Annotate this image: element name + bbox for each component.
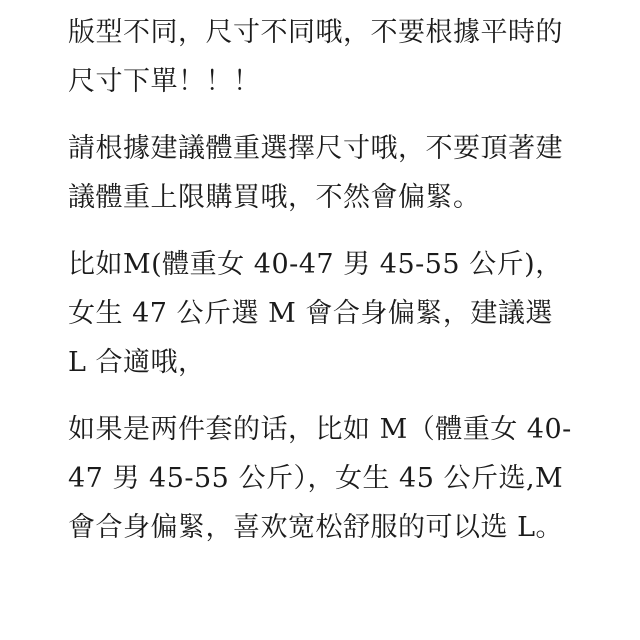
paragraph-size-example-m: 比如M(體重女 40-47 男 45-55 公斤)，女生 47 公斤選 M 會合身偏緊，建議選 L 合適哦， bbox=[68, 249, 563, 378]
paragraph-two-piece-set-example: 如果是两件套的话，比如 M（體重女 40-47 男 45-55 公斤），女生 45 公斤选,M會合身偏緊，喜欢宽松舒服的可以选 L。 bbox=[68, 414, 572, 543]
paragraph-sizing-notice: 版型不同，尺寸不同哦，不要根據平時的尺寸下單！！！ bbox=[68, 17, 563, 97]
paragraph-weight-guidance: 請根據建議體重選擇尺寸哦，不要頂著建議體重上限購買哦，不然會偏緊。 bbox=[68, 133, 563, 213]
